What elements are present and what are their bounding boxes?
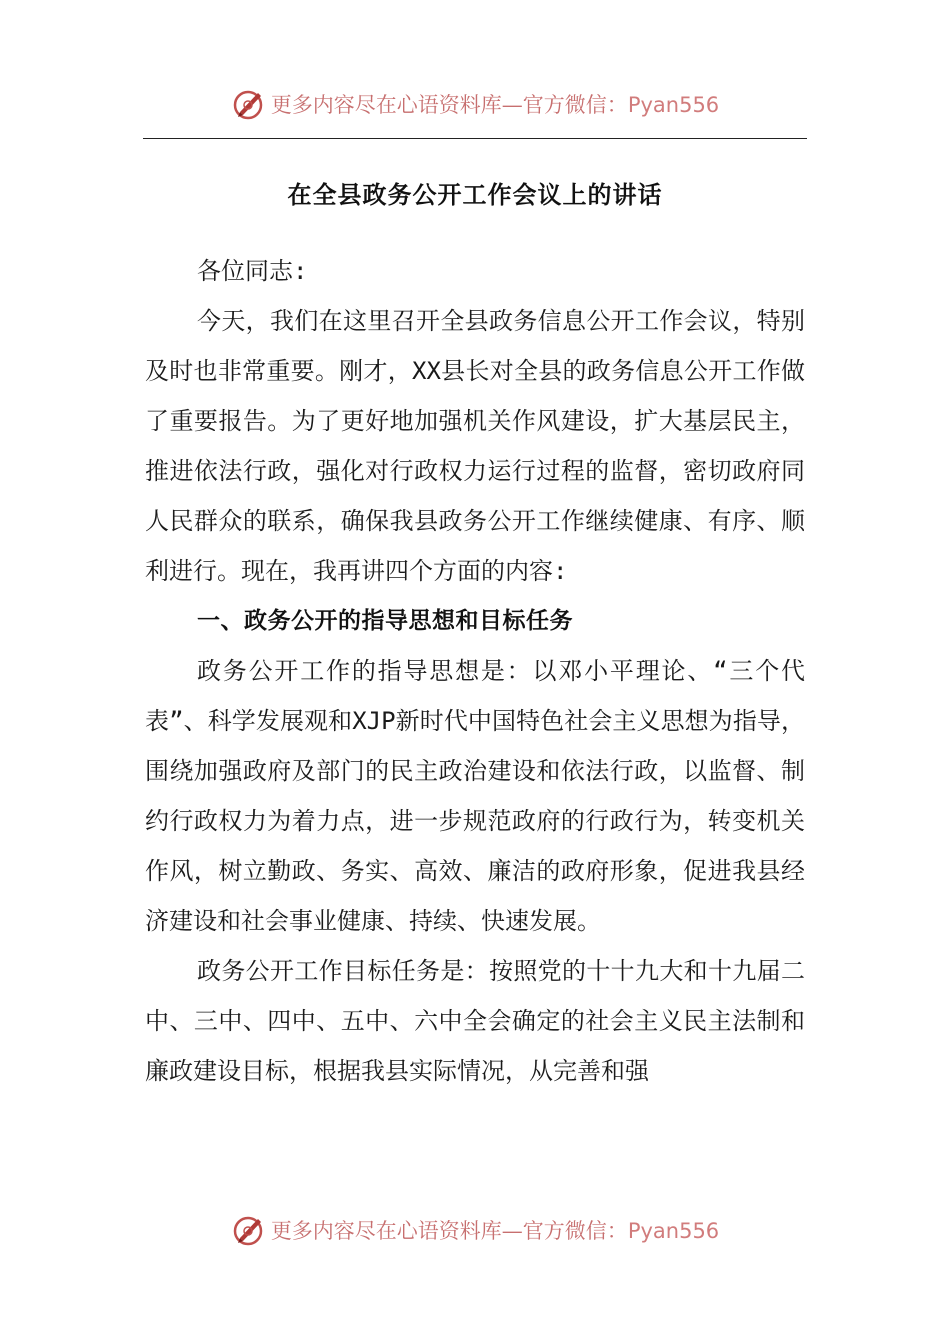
header-banner-text: 更多内容尽在心语资料库—官方微信：Pyan556 [270,93,720,117]
document-body [145,246,805,1096]
document-title: 在全县政务公开工作会议上的讲话 [287,181,663,209]
header-wechat-id: Pyan556 [627,93,720,117]
paragraph-intro: 今天，我们在这里召开全县政务信息公开工作会议，特别及时也非常重要。刚才，XX县长对全县的政务信息公开工作做了重要报告。为了更好地加强机关作风建设，扩大基层民主，推进依法行政，强化对行政权力运行过程的监督，密切政府同人民群众的联系，确保我县政务公开工作继续健康、有序、顺利进行。现在，我再讲四个方面的内容: [145,307,805,585]
footer-wechat-id: Pyan556 [627,1219,720,1243]
header-banner [0,84,950,124]
paragraph-guiding-ideology: 政务公开工作的指导思想是：以邓小平理论、“三个代表”、科学发展观和XJP新时代中国特色社会主义思想为指导，围绕加强政府及部门的民主政治建设和依法行政，以监督、制约行政权力为着力点，进一步规范政府的行政行为，转变机关作风，树立勤政、务实、高效、廉洁的政府形象，促进我县经济建设和社会事业健康、持续、快速发展。 [145,657,805,935]
salutation: 各位同志: [197,257,308,285]
footer-banner [0,1210,950,1250]
pen-circle-logo-icon [231,1212,267,1248]
header-divider [143,138,807,139]
pen-circle-logo-icon [231,86,267,122]
section-heading-1: 一、政务公开的指导思想和目标任务 [197,608,573,634]
paragraph-target-tasks: 政务公开工作目标任务是：按照党的十十九大和十九届二中、三中、四中、五中、六中全会确定的社会主义民主法制和廉政建设目标，根据我县实际情况，从完善和强 [145,957,805,1085]
footer-banner-text: 更多内容尽在心语资料库—官方微信：Pyan556 [270,1219,720,1243]
